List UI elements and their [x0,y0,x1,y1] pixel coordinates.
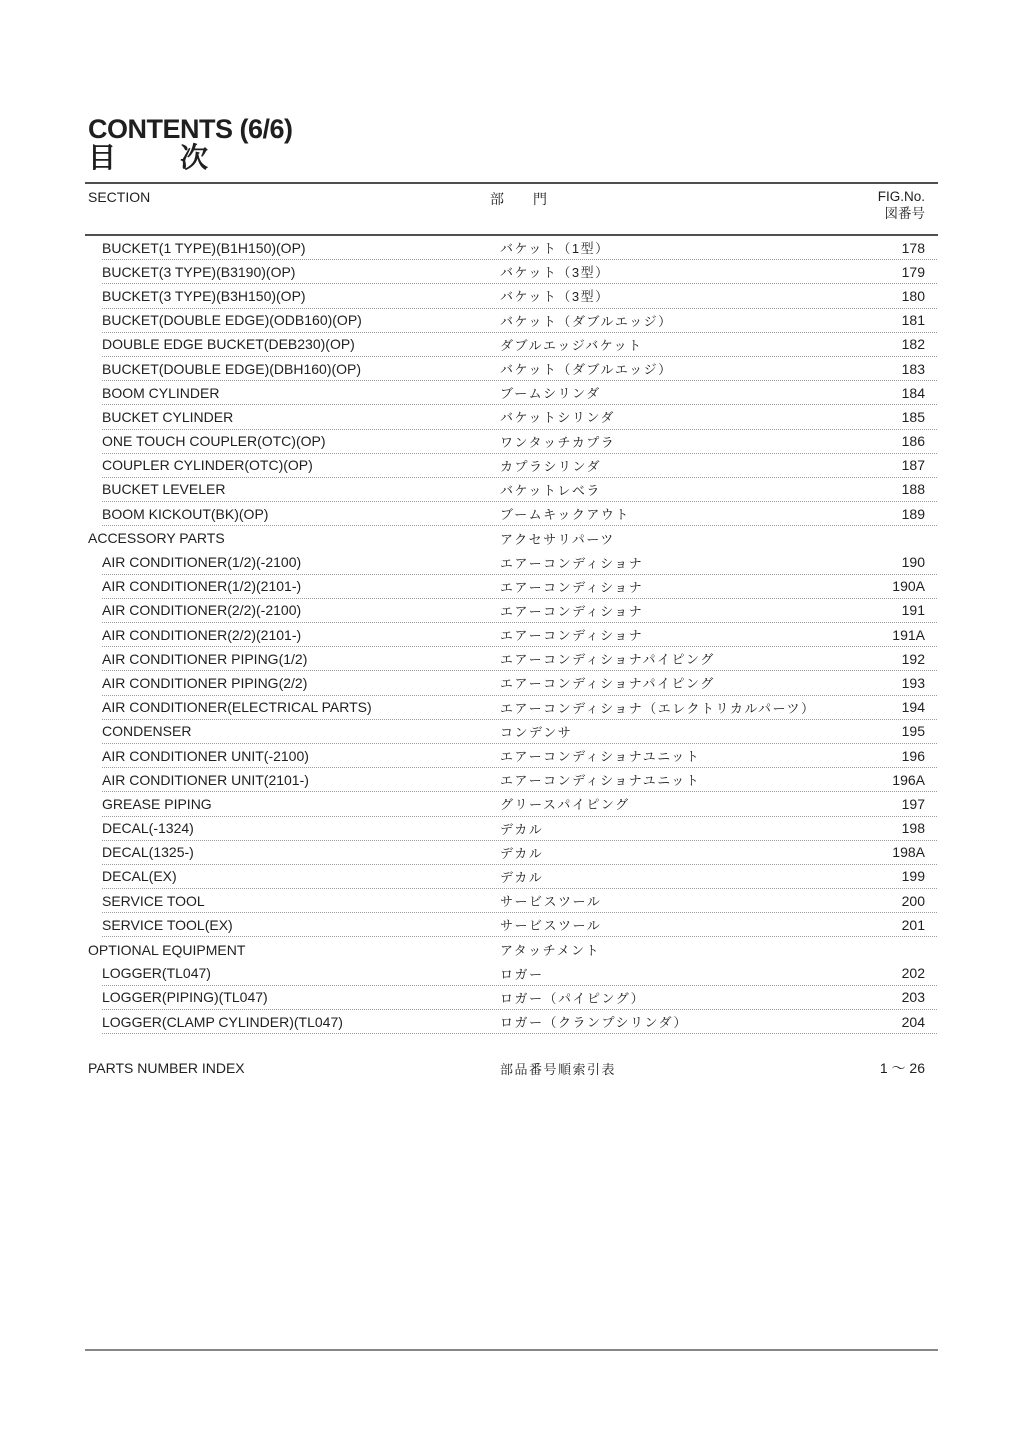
table-row [102,623,937,647]
japanese-cell: エアーコンディショナ（エレクトリカルパーツ） [500,700,816,716]
japanese-cell: エアーコンディショナ [500,603,644,619]
table-row [102,792,937,816]
dept-char-2: 門 [533,191,547,207]
section-cell: BOOM KICKOUT(BK)(OP) [102,505,269,522]
japanese-cell: デカル [500,821,544,837]
fig-cell: 197 [901,795,925,812]
fig-cell: 180 [901,287,925,304]
column-header-department-jp [490,189,547,209]
japanese-cell: アクセサリパーツ [500,531,615,547]
section-cell: CONDENSER [102,723,192,740]
parts-number-index-row [88,1056,937,1080]
japanese-cell: 部品番号順索引表 [500,1061,617,1077]
table-row [102,478,937,502]
section-cell: DECAL(1325-) [102,844,194,861]
table-row [102,236,937,260]
japanese-cell: バケット（3型） [500,265,610,281]
section-cell: BUCKET(DOUBLE EDGE)(ODB160)(OP) [102,312,362,329]
japanese-cell: ダブルエッジバケット [500,337,643,353]
section-cell: AIR CONDITIONER PIPING(2/2) [102,674,308,691]
japanese-cell: バケット（ダブルエッジ） [500,313,673,329]
section-cell: SERVICE TOOL(EX) [102,916,233,933]
table-row [102,962,937,986]
fig-cell: 194 [901,699,925,716]
table-row [102,720,937,744]
fig-cell: 190A [892,578,925,595]
fig-cell: 191 [901,602,925,619]
fig-cell: 187 [901,457,925,474]
japanese-cell: バケット（ダブルエッジ） [500,362,673,378]
section-cell: COUPLER CYLINDER(OTC)(OP) [102,457,313,474]
fig-cell: 193 [901,674,925,691]
japanese-cell: アタッチメント [500,943,601,959]
fig-cell: 196A [892,771,925,788]
fig-cell: 200 [901,892,925,909]
table-row [102,817,937,841]
fig-no-label-jp: 図番号 [884,206,925,221]
section-cell: OPTIONAL EQUIPMENT [88,941,246,958]
section-cell: BUCKET(1 TYPE)(B1H150)(OP) [102,239,306,256]
japanese-cell: エアーコンディショナパイピング [500,652,715,668]
japanese-cell: ワンタッチカプラ [500,434,616,450]
table-row [102,260,937,284]
table-row [102,671,937,695]
section-cell: BOOM CYLINDER [102,384,220,401]
table-row [102,696,937,720]
section-cell: LOGGER(CLAMP CYLINDER)(TL047) [102,1013,343,1030]
table-row [102,913,937,937]
section-cell: BUCKET CYLINDER [102,408,234,425]
fig-cell: 201 [901,916,925,933]
table-row [88,937,937,961]
fig-no-label-en: FIG.No. [877,189,925,204]
fig-cell: 179 [901,263,925,280]
section-cell: GREASE PIPING [102,795,212,812]
section-cell: BUCKET(3 TYPE)(B3190)(OP) [102,263,296,280]
japanese-cell: ブームシリンダ [500,386,601,402]
table-row [102,647,937,671]
table-row [102,454,937,478]
fig-cell: 199 [901,868,925,885]
japanese-cell: バケット（3型） [500,289,610,305]
page-title-japanese [88,142,208,174]
section-cell: AIR CONDITIONER(1/2)(2101-) [102,578,302,595]
fig-cell: 195 [901,723,925,740]
japanese-cell: エアーコンディショナユニット [500,749,701,765]
table-row [102,575,937,599]
table-row [88,526,937,550]
section-cell: AIR CONDITIONER PIPING(1/2) [102,650,308,667]
japanese-cell: ロガー（クランプシリンダ） [500,1015,688,1031]
section-cell: PARTS NUMBER INDEX [88,1060,245,1077]
jp-title-char-ji: 次 [180,142,209,173]
table-row [102,502,937,526]
japanese-cell: サービスツール [500,894,602,910]
table-row [102,381,937,405]
section-cell: AIR CONDITIONER UNIT(-2100) [102,747,309,764]
table-row [102,284,937,308]
fig-cell: 182 [901,336,925,353]
section-cell: BUCKET(DOUBLE EDGE)(DBH160)(OP) [102,360,362,377]
section-cell: AIR CONDITIONER(ELECTRICAL PARTS) [102,699,372,716]
japanese-cell: ロガー（パイピング） [500,990,646,1006]
fig-cell: 190 [901,554,925,571]
fig-cell: 202 [901,965,925,982]
table-row [102,744,937,768]
section-cell: ACCESSORY PARTS [88,530,225,547]
section-cell: ONE TOUCH COUPLER(OTC)(OP) [102,433,326,450]
section-cell: DECAL(-1324) [102,820,194,837]
page-title: CONTENTS (6/6) [88,114,293,144]
table-row [102,309,937,333]
column-header-section: SECTION [88,189,151,205]
japanese-cell: エアーコンディショナユニット [500,773,701,789]
japanese-cell: カプラシリンダ [500,458,601,474]
page-content [88,0,937,1449]
contents-rows [88,236,937,1034]
section-cell: AIR CONDITIONER(2/2)(2101-) [102,626,302,643]
japanese-cell: エアーコンディショナパイピング [500,676,715,692]
fig-cell: 186 [901,433,925,450]
fig-cell: 189 [901,505,925,522]
table-row [102,599,937,623]
japanese-cell: コンデンサ [500,724,573,740]
section-cell: BUCKET LEVELER [102,481,226,498]
table-row [102,550,937,574]
japanese-cell: エアーコンディショナ [500,579,644,595]
fig-cell: 192 [901,650,925,667]
japanese-cell: バケットシリンダ [500,410,615,426]
section-cell: LOGGER(TL047) [102,965,211,982]
fig-cell: 184 [901,384,925,401]
jp-title-char-moku: 目 [88,142,117,173]
section-cell: SERVICE TOOL [102,892,205,909]
table-row [102,889,937,913]
fig-cell: 181 [901,312,925,329]
column-header-fig-no [878,188,925,222]
fig-cell: 196 [901,747,925,764]
fig-cell: 188 [901,481,925,498]
japanese-cell: バケットレベラ [500,482,601,498]
section-cell: LOGGER(PIPING)(TL047) [102,989,268,1006]
japanese-cell: デカル [500,845,544,861]
japanese-cell: デカル [500,869,544,885]
fig-cell: 185 [901,408,925,425]
table-row [102,986,937,1010]
section-cell: DECAL(EX) [102,868,177,885]
japanese-cell: バケット（1型） [500,241,610,257]
section-cell: AIR CONDITIONER UNIT(2101-) [102,771,309,788]
japanese-cell: エアーコンディショナ [500,628,644,644]
fig-cell: 178 [901,239,925,256]
table-row [102,405,937,429]
table-row [102,430,937,454]
fig-cell: 183 [901,360,925,377]
table-row [102,841,937,865]
japanese-cell: ブームキックアウト [500,507,630,523]
japanese-cell: ロガー [500,966,544,982]
table-row [102,333,937,357]
page-footer-rule [85,1349,938,1351]
section-cell: BUCKET(3 TYPE)(B3H150)(OP) [102,287,306,304]
table-row [102,865,937,889]
fig-cell: 198A [892,844,925,861]
table-row [102,1010,937,1034]
fig-cell: 204 [901,1013,925,1030]
section-cell: DOUBLE EDGE BUCKET(DEB230)(OP) [102,336,355,353]
fig-cell: 191A [892,626,925,643]
section-cell: AIR CONDITIONER(1/2)(-2100) [102,554,302,571]
japanese-cell: グリースパイピング [500,797,630,813]
japanese-cell: サービスツール [500,918,602,934]
fig-cell: 1 ～ 26 [879,1060,925,1077]
table-row [102,357,937,381]
header-rule-top [85,182,938,184]
section-cell: AIR CONDITIONER(2/2)(-2100) [102,602,302,619]
fig-cell: 203 [901,989,925,1006]
dept-char-1: 部 [490,191,504,207]
table-row [102,768,937,792]
fig-cell: 198 [901,820,925,837]
japanese-cell: エアーコンディショナ [500,555,644,571]
